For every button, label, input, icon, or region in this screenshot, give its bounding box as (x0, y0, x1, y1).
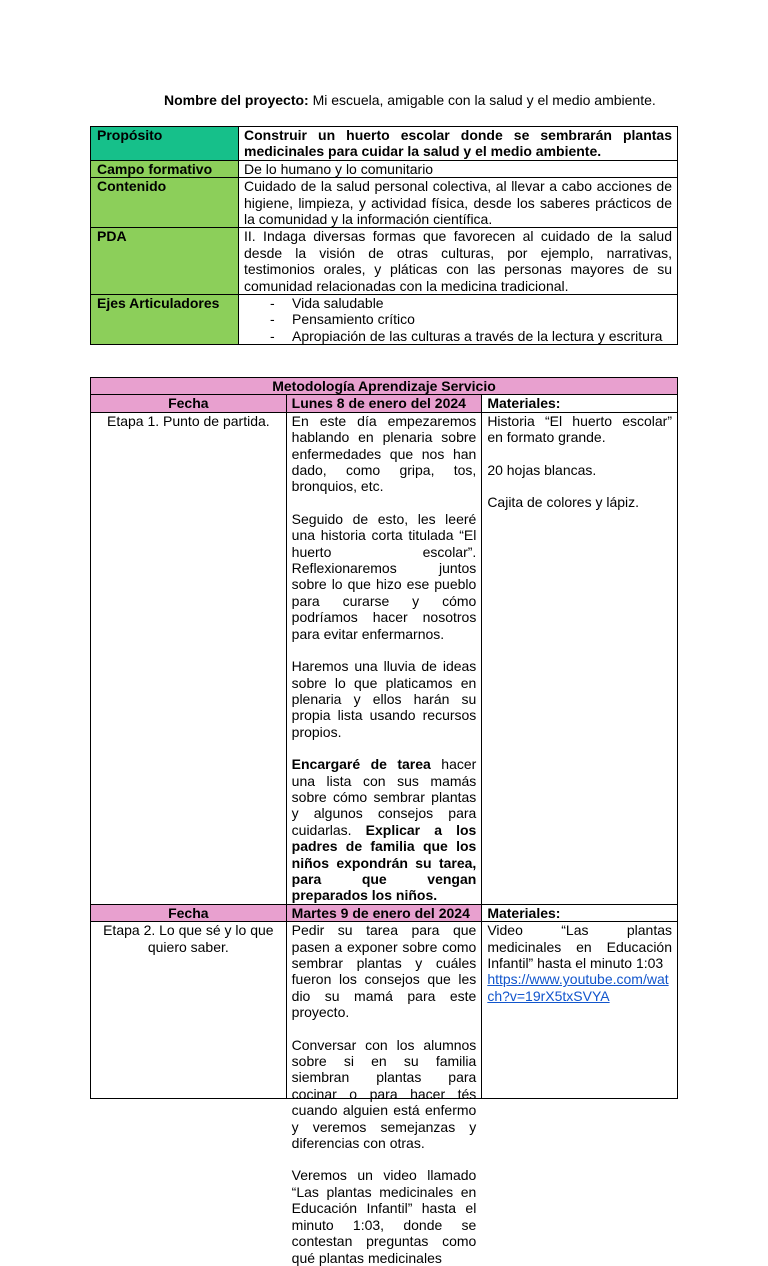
ejes-label: Ejes Articuladores (91, 295, 239, 345)
material-item: Cajita de colores y lápiz. (487, 494, 640, 511)
day2-materials (482, 922, 678, 1099)
proposito-label: Propósito (91, 127, 239, 161)
day1-activities (286, 412, 482, 904)
day2-paragraph: Pedir su tarea para que pasen a exponer sobre como sembrar plantas y cuáles fueron los consejos que les dio su mamá para este proyecto. (291, 922, 477, 1021)
fecha-header: Fecha (91, 904, 287, 921)
day2-activities-content (291, 922, 477, 1266)
materiales-header: Materiales: (482, 395, 678, 412)
material-item: Video “Las plantas medicinales en Educación Infantil” hasta el minuto 1:03 (487, 922, 672, 971)
day1-date: Lunes 8 de enero del 2024 (286, 395, 482, 412)
material-item: 20 hojas blancas. (487, 461, 597, 478)
homework-text: hacer una lista con sus mamás sobre cómo sembrar plantas y algunos consejos para cuidarlas. (291, 756, 477, 838)
project-label: Nombre del proyecto: (164, 92, 309, 108)
day2-paragraph: Conversar con los alumnos sobre si en su familia siembran plantas para cocinar o para hacer tés cuando alguien está enfermo y veremos semejanzas y diferencias con otras. (291, 1036, 477, 1152)
project-title (164, 92, 656, 108)
day2-row (91, 922, 678, 1099)
eje-item: - Vida saludable (270, 295, 672, 311)
day2-stage: Etapa 2. Lo que sé y lo que quiero saber. (91, 922, 287, 1099)
proposito-value: Construir un huerto escolar donde se sembrarán plantas medicinales para cuidar la salud y el medio ambiente. (239, 127, 678, 161)
day1-materials (482, 412, 678, 904)
pda-label: PDA (91, 228, 239, 295)
day1-paragraph (292, 756, 477, 904)
contenido-value: Cuidado de la salud personal colectiva, al llevar a cabo acciones de higiene, limpieza, y actividad física, desde los saberes prácticos de la comunidad y la información científica. (239, 178, 678, 228)
row-contenido (91, 178, 678, 228)
day1-stage: Etapa 1. Punto de partida. (91, 412, 287, 904)
day2-date: Martes 9 de enero del 2024 (286, 904, 482, 921)
material-item: Historia “El huerto escolar” en formato grande. (487, 412, 672, 446)
methodology-title: Metodología Aprendizaje Servicio (91, 378, 678, 395)
campo-value: De lo humano y lo comunitario (239, 160, 678, 177)
row-proposito (91, 127, 678, 161)
row-campo (91, 160, 678, 177)
day2-activities (286, 922, 482, 1266)
day1-paragraph: Seguido de esto, les leeré una historia corta titulada “El huerto escolar”. Reflexionaremos juntos sobre lo que hizo ese pueblo para curarse y cómo podríamos hacer nosotros para evitar enfermarnos. (291, 510, 477, 642)
fecha-header: Fecha (91, 395, 287, 412)
video-link[interactable]: https://www.youtube.com/watch?v=19rX5txSVYA (487, 971, 669, 1004)
row-ejes (91, 295, 678, 345)
parents-note: Explicar a los padres de familia que los niños expondrán su tarea, para que vengan preparados los niños. (291, 821, 477, 904)
pda-value: II. Indaga diversas formas que favorecen al cuidado de la salud desde la visión de otras culturas, por ejemplo, narrativas, testimonios orales, y pláticas con las personas mayores de su comunidad relacionadas con la medicina tradicional. (239, 228, 678, 295)
day1-header-row (91, 395, 678, 412)
day2-paragraph: Veremos un video llamado “Las plantas medicinales en Educación Infantil” hasta el minuto 1:03, donde se contestan preguntas como qué plantas medicinales (291, 1167, 477, 1266)
eje-item: - Pensamiento crítico (270, 311, 672, 327)
ejes-value (239, 295, 678, 345)
campo-label: Campo formativo (91, 160, 239, 177)
project-info-table (90, 126, 678, 345)
materiales-header: Materiales: (482, 904, 678, 921)
eje-item: - Apropiación de las culturas a través de la lectura y escritura (270, 328, 672, 344)
ejes-list (244, 295, 672, 344)
contenido-label: Contenido (91, 178, 239, 228)
day1-paragraph: En este día empezaremos hablando en plenaria sobre enfermedades que nos han dado, como gripa, tos, bronquios, etc. (291, 412, 477, 495)
day1-row (91, 412, 678, 904)
row-pda (91, 228, 678, 295)
methodology-title-row (91, 378, 678, 395)
day1-paragraph: Haremos una lluvia de ideas sobre lo que platicamos en plenaria y ellos harán su propia lista usando recursos propios. (291, 658, 477, 740)
day2-header-row (91, 904, 678, 921)
homework-bold: Encargaré de tarea (291, 756, 431, 773)
project-name: Mi escuela, amigable con la salud y el medio ambiente. (312, 92, 656, 108)
methodology-table (90, 377, 678, 1266)
